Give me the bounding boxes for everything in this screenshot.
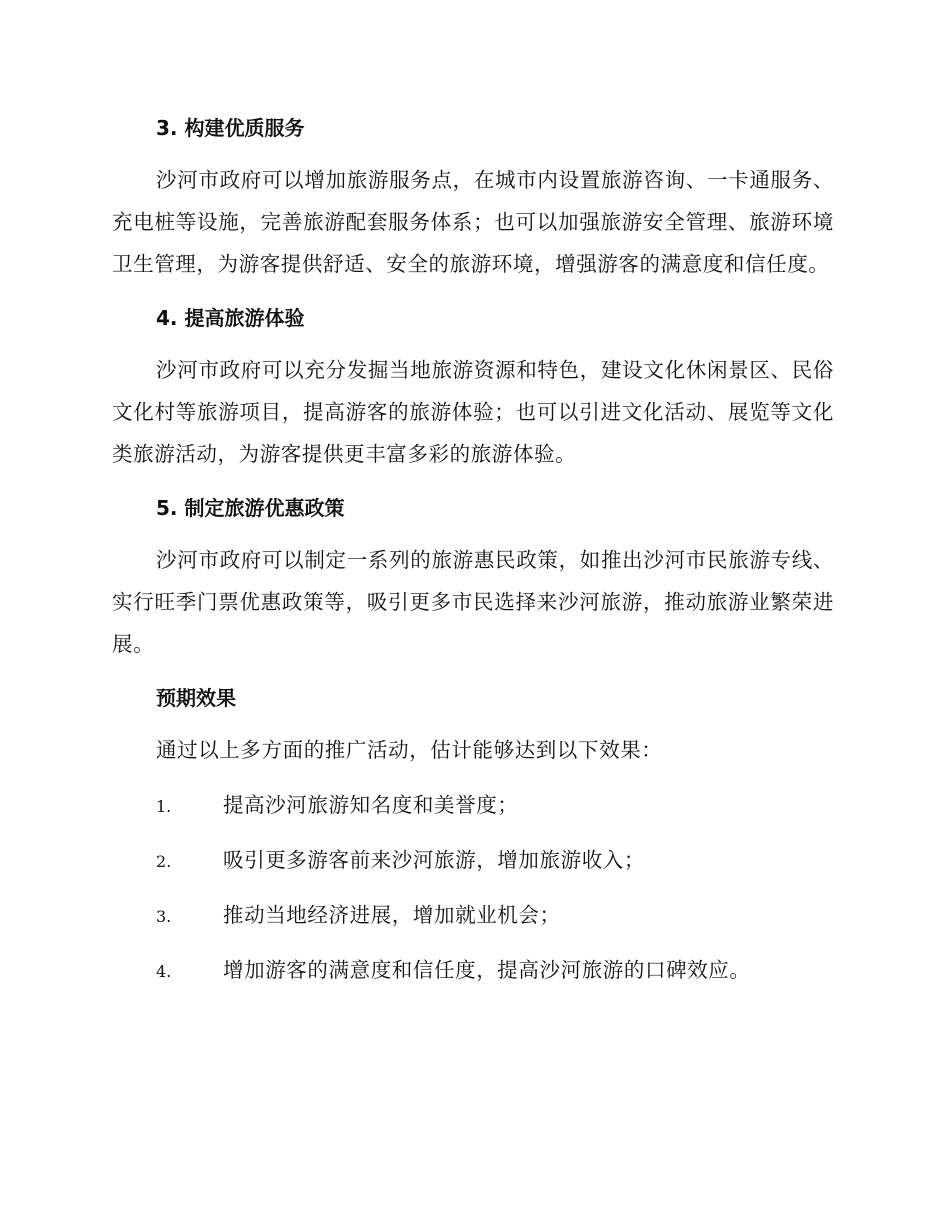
list-item <box>156 949 834 991</box>
list-number: 1. <box>156 797 172 816</box>
section-heading-4: 4. 提高旅游体验 <box>156 306 305 330</box>
list-item <box>156 894 834 936</box>
list-item <box>156 839 834 881</box>
list-item-text: 吸引更多游客前来沙河旅游，增加旅游收入； <box>223 848 645 872</box>
list-number: 3. <box>156 907 172 926</box>
section-paragraph-5: 沙河市政府可以制定一系列的旅游惠民政策，如推出沙河市民旅游专线、实行旺季门票优惠政策等，吸引更多市民选择来沙河旅游，推动旅游业繁荣进展。 <box>112 548 834 656</box>
section-heading-3: 3. 构建优质服务 <box>156 116 305 140</box>
list-number: 2. <box>156 852 172 871</box>
list-number: 4. <box>156 962 172 981</box>
effects-intro: 通过以上多方面的推广活动，估计能够达到以下效果： <box>156 738 663 762</box>
effects-heading: 预期效果 <box>156 686 236 710</box>
section-paragraph-3: 沙河市政府可以增加旅游服务点，在城市内设置旅游咨询、一卡通服务、充电桩等设施，完善旅游配套服务体系；也可以加强旅游安全管理、旅游环境卫生管理，为游客提供舒适、安全的旅游环境，增强游客的满意度和信任度。 <box>112 168 834 276</box>
document-body <box>112 108 834 1004</box>
list-item <box>156 784 834 826</box>
list-item-text: 推动当地经济进展，增加就业机会； <box>223 903 561 927</box>
list-item-text: 提高沙河旅游知名度和美誉度； <box>223 793 519 817</box>
section-paragraph-4: 沙河市政府可以充分发掘当地旅游资源和特色，建设文化休闲景区、民俗文化村等旅游项目，提高游客的旅游体验；也可以引进文化活动、展览等文化类旅游活动，为游客提供更丰富多彩的旅游体验。 <box>112 358 834 466</box>
list-item-text: 增加游客的满意度和信任度，提高沙河旅游的口碑效应。 <box>223 958 751 982</box>
section-heading-5: 5. 制定旅游优惠政策 <box>156 496 345 520</box>
